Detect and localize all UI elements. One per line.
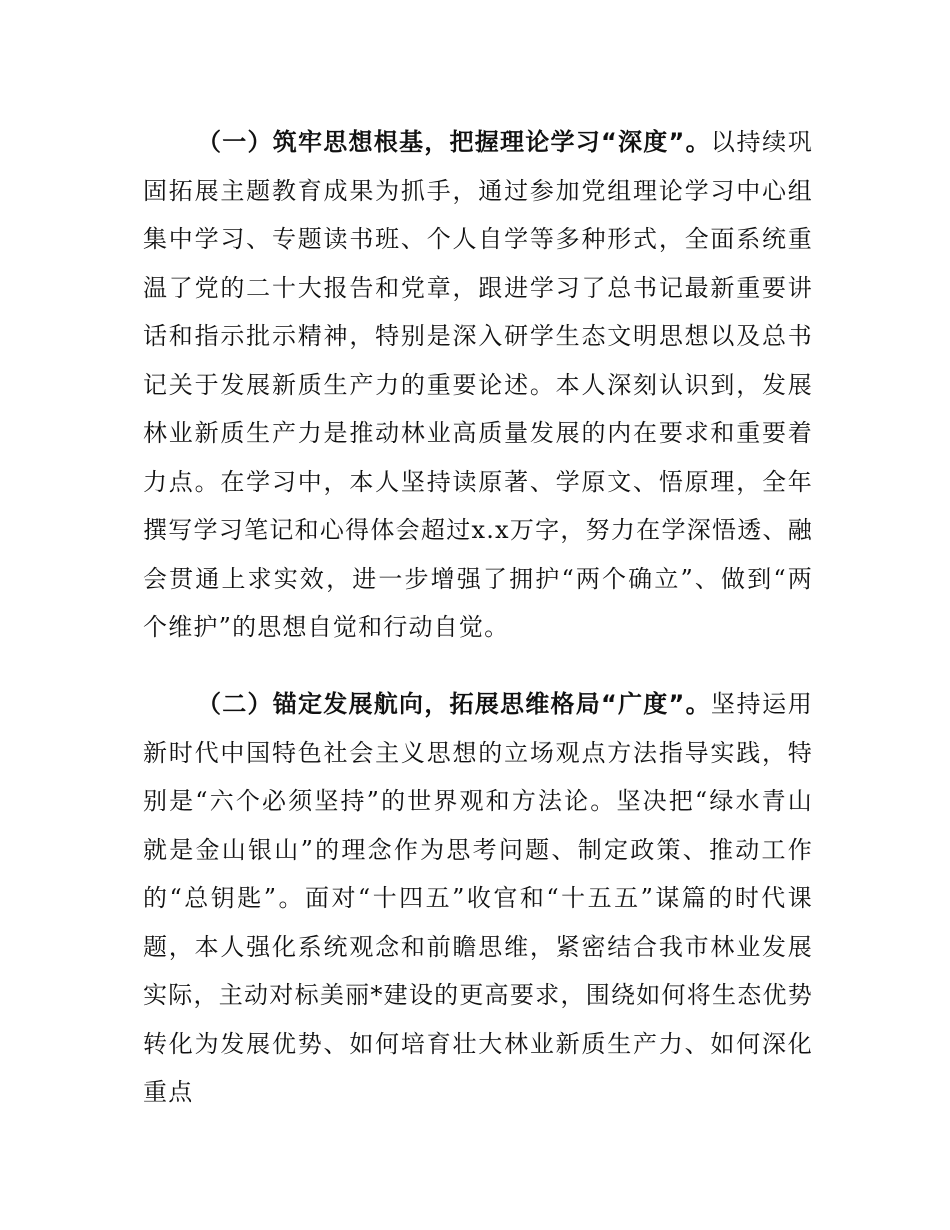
paragraph-1-body: 以持续巩固拓展主题教育成果为抓手，通过参加党组理论学习中心组集中学习、专题读书班、个人自学等多种形式，全面系统重温了党的二十大报告和党章，跟进学习了总书记最新重要讲话和指示批示精神，特别是深入研学生态文明思想以及总书记关于发展新质生产力的重要论述。本人深刻认识到，发展林业新质生产力是推动林业高质量发展的内在要求和重要着力点。在学习中，本人坚持读原著、学原文、悟原理，全年撰写学习笔记和心得体会超过x.x万字，努力在学深悟透、融会贯通上求实效，进一步增强了拥护“两个确立”、做到“两个维护”的思想自觉和行动自觉。 [143, 128, 813, 641]
paragraph-2-body: 坚持运用新时代中国特色社会主义思想的立场观点方法指导实践，特别是“六个必须坚持”的世界观和方法论。坚决把“绿水青山就是金山银山”的理念作为思考问题、制定政策、推动工作的“总钥匙”。面对“十四五”收官和“十五五”谋篇的时代课题，本人强化系统观念和前瞻思维，紧密结合我市林业发展实际，主动对标美丽*建设的更高要求，围绕如何将生态优势转化为发展优势、如何培育壮大林业新质生产力、如何深化重点 [143, 690, 813, 1106]
paragraph-2 [143, 680, 813, 1117]
paragraph-1-heading: （一）筑牢思想根基，把握理论学习“深度”。 [197, 128, 711, 156]
paragraph-2-heading: （二）锚定发展航向，拓展思维格局“广度”。 [197, 690, 711, 718]
paragraph-1 [143, 118, 813, 652]
